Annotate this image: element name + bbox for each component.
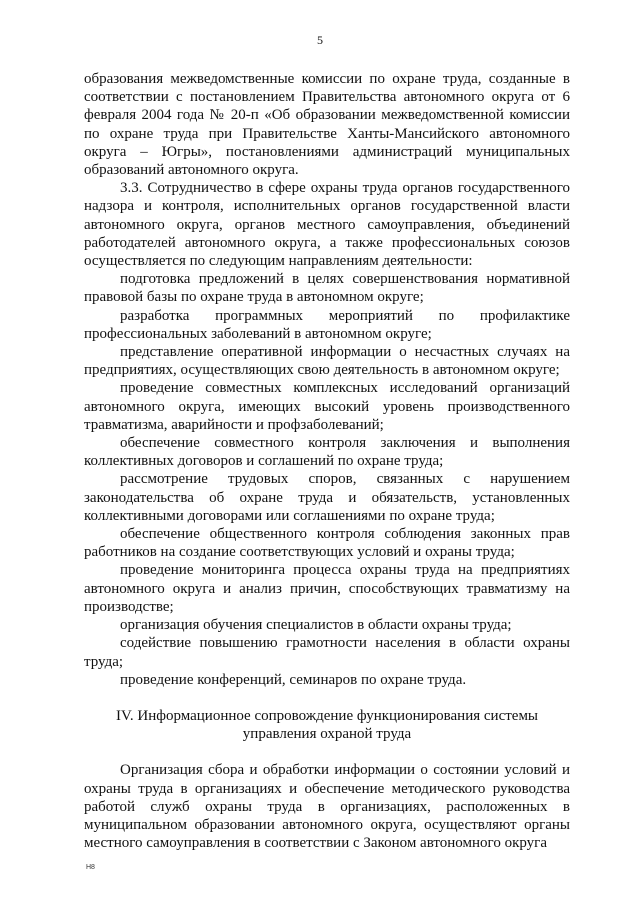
list-item-specialist-training: организация обучения специалистов в области охраны труда;: [120, 617, 512, 634]
list-item-regulatory-base: подготовка предложений в целях совершенствования нормативной правовой базы по охране труда в автономном округе;: [84, 271, 570, 306]
section-heading-line-1: IV. Информационное сопровождение функционирования системы: [115, 707, 539, 724]
paragraph-continuation: образования межведомственные комиссии по охране труда, созданные в соответствии с постановлением Правительства автономного округа от 6 февраля 2004 года № 20-п «Об образовании межведомственной комиссии по охране труда при Правительстве Ханты-Мансийского автономного округа – Югры», постановлениями администраций муниципальных образований автономного округа.: [84, 71, 570, 179]
paragraph-section-3-3: 3.3. Сотрудничество в сфере охраны труда органов государственного надзора и контроля, исполнительных органов государственной власти автономного округа, органов местного самоуправления, объединений работодателей автономного округа, а также профессиональных союзов осуществляется по следующим направлениям деятельности:: [84, 180, 570, 270]
list-item-prevention-programs: разработка программных мероприятий по профилактике профессиональных заболеваний в автономном округе;: [84, 307, 570, 342]
paragraph-information-collection: Организация сбора и обработки информации о состоянии условий и охраны труда в организациях и обеспечение методического руководства работой служб охраны труда в организациях, расположенных в муниципальном образовании автономного округа, осуществляют органы местного самоуправления в соответствии с Законом автономного округа: [84, 762, 570, 852]
list-item-joint-studies: проведение совместных комплексных исследований организаций автономного округа, имеющих высокий уровень производственного травматизма, аварийности и профзаболеваний;: [84, 380, 570, 433]
list-item-agreements-control: обеспечение совместного контроля заключения и выполнения коллективных договоров и соглашений по охране труда;: [84, 435, 570, 470]
list-item-labor-disputes: рассмотрение трудовых споров, связанных с нарушением законодательства об охране труда и обязательств, установленных коллективными договорами или соглашениями по охране труда;: [84, 471, 570, 524]
document-body: [84, 70, 570, 852]
footer-mark: H8: [86, 864, 95, 871]
page-number: 5: [317, 33, 323, 47]
list-item-public-control: обеспечение общественного контроля соблюдения законных прав работников на создание соответствующих условий и охраны труда;: [84, 526, 570, 561]
section-heading-iv: [84, 707, 570, 743]
list-item-conferences: проведение конференций, семинаров по охране труда.: [120, 671, 467, 688]
section-heading-line-2: управления охраной труда: [242, 726, 412, 743]
list-item-accident-info: представление оперативной информации о несчастных случаях на предприятиях, осуществляющих свою деятельность в автономном округе;: [84, 344, 570, 379]
list-item-literacy: содействие повышению грамотности населения в области охраны труда;: [84, 635, 570, 670]
list-item-monitoring: проведение мониторинга процесса охраны труда на предприятиях автономного округа и анализ причин, способствующих травматизму на производстве;: [84, 562, 570, 615]
